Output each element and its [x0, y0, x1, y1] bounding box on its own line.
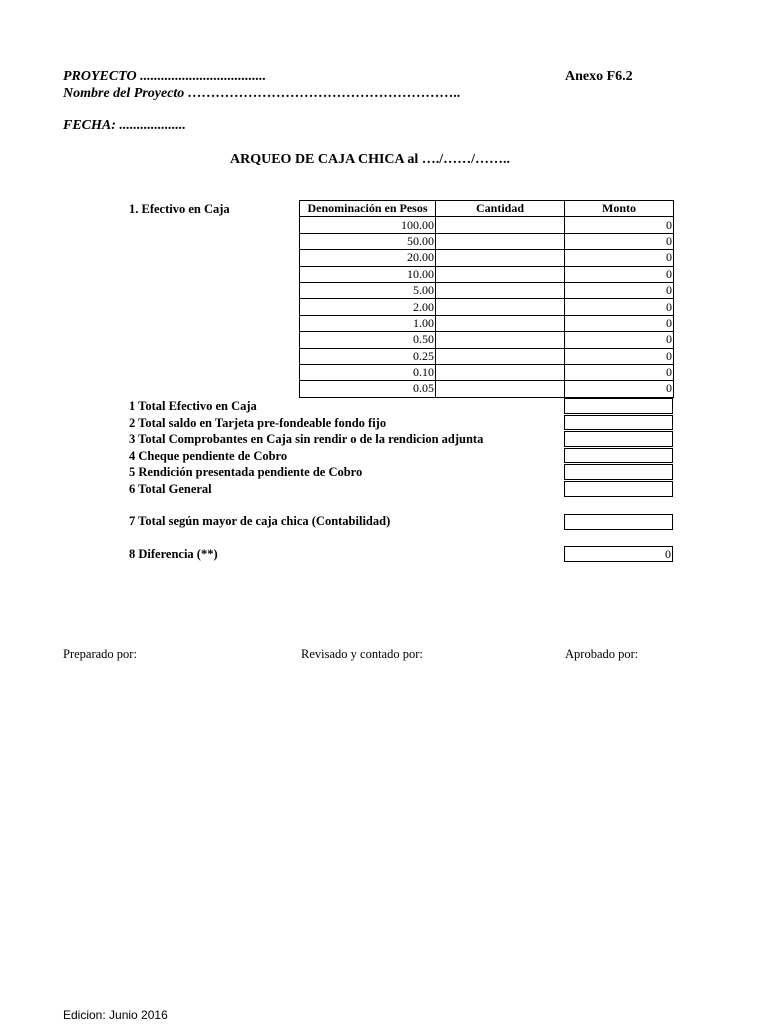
cantidad-cell[interactable]	[436, 217, 565, 233]
cantidad-cell[interactable]	[436, 250, 565, 266]
document-title: ARQUEO DE CAJA CHICA al …./……/……..	[230, 152, 511, 167]
monto-cell: 0	[565, 250, 674, 266]
denomination-cell: 1.00	[300, 315, 436, 331]
diferencia-label: 8 Diferencia (**)	[129, 547, 218, 561]
table-row	[300, 233, 674, 249]
column-header-denominacion: Denominación en Pesos	[300, 201, 436, 217]
summary-value-box[interactable]	[564, 448, 673, 464]
cantidad-cell[interactable]	[436, 233, 565, 249]
table-row	[300, 299, 674, 315]
summary-value-box[interactable]	[564, 415, 673, 431]
preparado-por-label: Preparado por:	[63, 647, 137, 661]
summary-label: 5 Rendición presentada pendiente de Cobro	[129, 465, 363, 480]
denomination-cell: 0.25	[300, 348, 436, 364]
table-row	[300, 315, 674, 331]
cantidad-cell[interactable]	[436, 315, 565, 331]
cantidad-cell[interactable]	[436, 266, 565, 282]
cantidad-cell[interactable]	[436, 364, 565, 380]
table-row	[300, 332, 674, 348]
monto-cell: 0	[565, 348, 674, 364]
total-mayor-label: 7 Total según mayor de caja chica (Contabilidad)	[129, 514, 391, 528]
table-row	[300, 217, 674, 233]
summary-value-box[interactable]	[564, 398, 673, 414]
summary-value-box[interactable]	[564, 481, 673, 497]
summary-label: 6 Total General	[129, 481, 212, 496]
nombre-proyecto-line: Nombre del Proyecto …………………………………………………..	[63, 86, 461, 101]
section1-label: 1. Efectivo en Caja	[129, 202, 230, 216]
denomination-cell: 0.05	[300, 381, 436, 397]
monto-cell: 0	[565, 332, 674, 348]
cantidad-cell[interactable]	[436, 381, 565, 397]
summary-labels	[129, 398, 483, 498]
proyecto-line: PROYECTO ....................................	[63, 69, 267, 84]
table-row	[300, 381, 674, 397]
denomination-cell: 5.00	[300, 282, 436, 298]
monto-cell: 0	[565, 364, 674, 380]
total-mayor-box[interactable]	[564, 514, 673, 530]
table-row	[300, 282, 674, 298]
denomination-cell: 0.10	[300, 364, 436, 380]
cash-denomination-table	[299, 200, 674, 398]
denomination-cell: 2.00	[300, 299, 436, 315]
summary-value-box[interactable]	[564, 464, 673, 480]
monto-cell: 0	[565, 217, 674, 233]
table-row	[300, 364, 674, 380]
cantidad-cell[interactable]	[436, 282, 565, 298]
table-row	[300, 348, 674, 364]
summary-label: 4 Cheque pendiente de Cobro	[129, 448, 288, 463]
denomination-cell: 20.00	[300, 250, 436, 266]
monto-cell: 0	[565, 299, 674, 315]
monto-cell: 0	[565, 233, 674, 249]
monto-cell: 0	[565, 266, 674, 282]
table-row	[300, 250, 674, 266]
summary-value-box[interactable]	[564, 431, 673, 447]
denomination-cell: 100.00	[300, 217, 436, 233]
edition-footer: Edicion: Junio 2016	[63, 1008, 168, 1022]
summary-label: 2 Total saldo en Tarjeta pre-fondeable fondo fijo	[129, 415, 387, 430]
table-header-row	[300, 201, 674, 217]
summary-label: 3 Total Comprobantes en Caja sin rendir o de la rendicion adjunta	[129, 432, 484, 447]
monto-cell: 0	[565, 315, 674, 331]
monto-cell: 0	[565, 381, 674, 397]
denomination-cell: 0.50	[300, 332, 436, 348]
table-row	[300, 266, 674, 282]
denomination-cell: 50.00	[300, 233, 436, 249]
cantidad-cell[interactable]	[436, 299, 565, 315]
diferencia-box[interactable]: 0	[564, 546, 673, 562]
column-header-monto: Monto	[565, 201, 674, 217]
revisado-por-label: Revisado y contado por:	[301, 647, 423, 661]
cantidad-cell[interactable]	[436, 332, 565, 348]
column-header-cantidad: Cantidad	[436, 201, 565, 217]
denomination-cell: 10.00	[300, 266, 436, 282]
cantidad-cell[interactable]	[436, 348, 565, 364]
anexo-label: Anexo F6.2	[565, 69, 633, 84]
monto-cell: 0	[565, 282, 674, 298]
fecha-line: FECHA: ...................	[63, 118, 186, 133]
summary-label: 1 Total Efectivo en Caja	[129, 399, 257, 413]
aprobado-por-label: Aprobado por:	[565, 647, 639, 661]
